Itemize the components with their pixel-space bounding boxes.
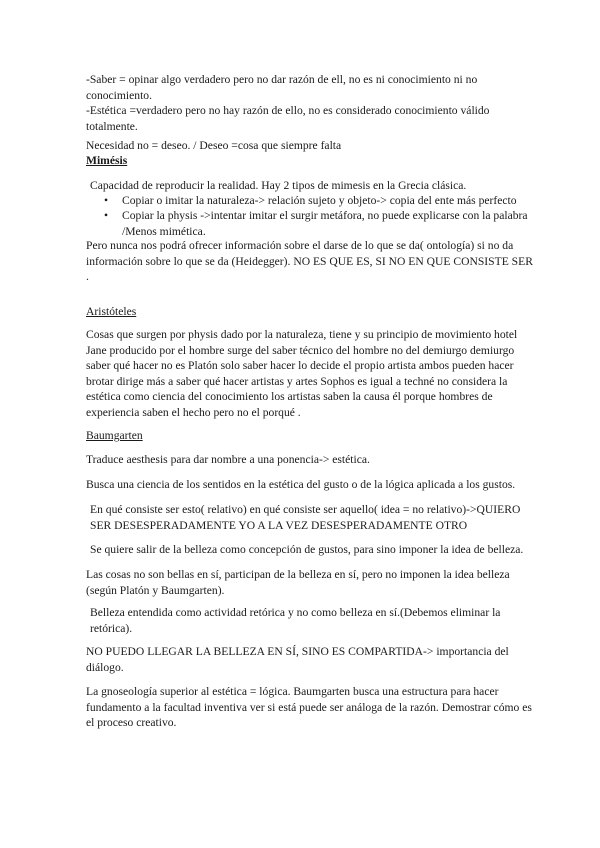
heading-aristoteles: Aristóteles	[86, 305, 137, 318]
paragraph-salir-belleza: Se quiere salir de la belleza como concepción de gustos, para sino imponer la idea de belleza.	[90, 543, 524, 556]
paragraph-cosas-bellas: Las cosas no son bellas en sí, participan de la belleza en sí, pero no imponen la idea belleza (según Platón y Baumgarten).	[86, 568, 510, 597]
paragraph-gnoseologia: La gnoseología superior al estética = lógica. Baumgarten busca una estructura para hacer fundamento a la facultad inventiva ver si está puede ser análoga de la razón. Demostrar cómo es el proceso creativo.	[86, 685, 532, 729]
paragraph-ciencia-sentidos: Busca una ciencia de los sentidos en la estética del gusto o de la lógica aplicada a los gustos.	[86, 478, 516, 491]
paragraph-physis: Cosas que surgen por physis dado por la naturaleza, tiene y su principio de movimiento hotel Jane producido por el hombre surge del saber técnico del hombre no del demiurgo demiurgo saber qué hacer no es Platón solo saber hacer lo decide el propio artista ambos pueden hacer brotar dirige más a saber qué hacer artistas y artes Sophos es igual a techné no considera la estética como ciencia del conocimiento los artistas saben la causa él porque hombres de experiencia saben el hecho pero no el porqué .	[86, 328, 518, 419]
bullet-icon: •	[104, 209, 109, 222]
bullet-text-1: Copiar o imitar la naturaleza-> relación sujeto y objeto-> copia del ente más perfecto	[122, 194, 517, 207]
paragraph-estetica: -Estética =verdadero pero no hay razón de ello, no es considerado conocimiento válido totalmente.	[86, 104, 490, 133]
bullet-text-2: Copiar la physis ->intentar imitar el surgir metáfora, no puede explicarse con la palabra /Menos mimética.	[122, 209, 528, 238]
paragraph-capacidad: Capacidad de reproducir la realidad. Hay 2 tipos de mimesis en la Grecia clásica.	[90, 179, 467, 192]
heading-mimesis: Mimésis	[86, 154, 128, 167]
heading-baumgarten: Baumgarten	[86, 429, 143, 442]
paragraph-en-que-consiste: En qué consiste ser esto( relativo) en qué consiste ser aquello( idea = no relativo)->QUIERO SER DESESPERADAMENTE YO A LA VEZ DESESPERADAMENTE OTRO	[90, 503, 521, 532]
paragraph-compartida: NO PUEDO LLEGAR LA BELLEZA EN SÍ, SINO ES COMPARTIDA-> importancia del diálogo.	[86, 645, 509, 674]
bullet-icon: •	[104, 194, 109, 207]
paragraph-heidegger: Pero nunca nos podrá ofrecer información sobre el darse de lo que se da( ontología) si no da información sobre lo que se da (Heidegger). NO ES QUE ES, SI NO EN QUE CONSISTE SER .	[86, 239, 533, 283]
paragraph-saber: -Saber = opinar algo verdadero pero no dar razón de ell, no es ni conocimiento ni no conocimiento.	[86, 73, 478, 102]
paragraph-retorica: Belleza entendida como actividad retórica y no como belleza en sí.(Debemos eliminar la retórica).	[90, 606, 501, 635]
paragraph-aesthesis: Traduce aesthesis para dar nombre a una ponencia-> estética.	[86, 453, 370, 466]
paragraph-necesidad: Necesidad no = deseo. / Deseo =cosa que siempre falta	[86, 139, 342, 152]
